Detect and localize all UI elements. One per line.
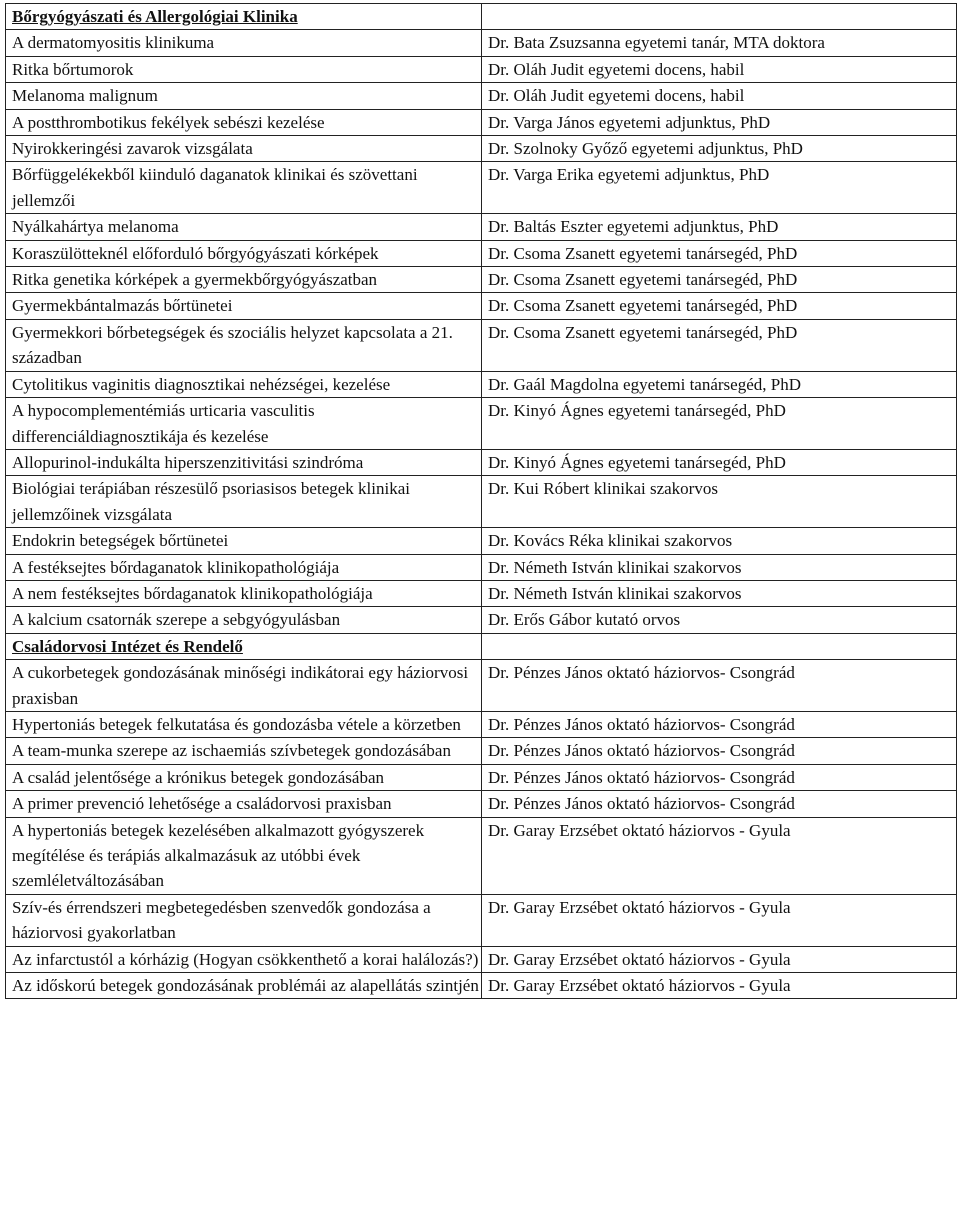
topic-cell: Cytolitikus vaginitis diagnosztikai nehézségei, kezelése: [6, 371, 482, 397]
table-row: [6, 162, 957, 214]
table-row: [6, 660, 957, 712]
topic-cell: Ritka bőrtumorok: [6, 56, 482, 82]
supervisor-cell: Dr. Németh István klinikai szakorvos: [482, 554, 957, 580]
table-row: [6, 817, 957, 894]
supervisor-cell: Dr. Garay Erzsébet oktató háziorvos - Gyula: [482, 894, 957, 946]
topic-cell: Gyermekkori bőrbetegségek és szociális helyzet kapcsolata a 21. században: [6, 319, 482, 371]
supervisor-cell: Dr. Bata Zsuzsanna egyetemi tanár, MTA doktora: [482, 30, 957, 56]
table-row: [6, 371, 957, 397]
table-row: [6, 30, 957, 56]
topic-cell: A postthrombotikus fekélyek sebészi kezelése: [6, 109, 482, 135]
supervisor-cell: Dr. Gaál Magdolna egyetemi tanársegéd, PhD: [482, 371, 957, 397]
topic-cell: A kalcium csatornák szerepe a sebgyógyulásban: [6, 607, 482, 633]
table-row: [6, 476, 957, 528]
table-row: [6, 554, 957, 580]
section-header-row: [6, 633, 957, 659]
topic-cell: Hypertoniás betegek felkutatása és gondozásba vétele a körzetben: [6, 711, 482, 737]
topic-cell: A hypocomplementémiás urticaria vasculitis differenciáldiagnosztikája és kezelése: [6, 398, 482, 450]
topic-cell: Allopurinol-indukálta hiperszenzitivitási szindróma: [6, 449, 482, 475]
supervisor-cell: Dr. Kovács Réka klinikai szakorvos: [482, 528, 957, 554]
supervisor-cell: Dr. Csoma Zsanett egyetemi tanársegéd, PhD: [482, 240, 957, 266]
supervisor-cell: Dr. Pénzes János oktató háziorvos- Csongrád: [482, 660, 957, 712]
topic-cell: Gyermekbántalmazás bőrtünetei: [6, 293, 482, 319]
supervisor-cell: Dr. Kinyó Ágnes egyetemi tanársegéd, PhD: [482, 398, 957, 450]
topic-cell: Nyálkahártya melanoma: [6, 214, 482, 240]
topic-cell: Szív-és érrendszeri megbetegedésben szenvedők gondozása a háziorvosi gyakorlatban: [6, 894, 482, 946]
table-row: [6, 946, 957, 972]
supervisor-cell: Dr. Csoma Zsanett egyetemi tanársegéd, PhD: [482, 293, 957, 319]
supervisor-cell: Dr. Erős Gábor kutató orvos: [482, 607, 957, 633]
section-title: Bőrgyógyászati és Allergológiai Klinika: [6, 4, 482, 30]
topic-cell: Biológiai terápiában részesülő psoriasisos betegek klinikai jellemzőinek vizsgálata: [6, 476, 482, 528]
topic-cell: A dermatomyositis klinikuma: [6, 30, 482, 56]
table-row: [6, 56, 957, 82]
table-row: [6, 764, 957, 790]
topic-cell: Bőrfüggelékekből kiinduló daganatok klinikai és szövettani jellemzői: [6, 162, 482, 214]
supervisor-cell: Dr. Németh István klinikai szakorvos: [482, 580, 957, 606]
topic-cell: Melanoma malignum: [6, 83, 482, 109]
table-row: [6, 528, 957, 554]
supervisor-cell: Dr. Garay Erzsébet oktató háziorvos - Gyula: [482, 973, 957, 999]
table-row: [6, 894, 957, 946]
table-row: [6, 267, 957, 293]
supervisor-cell: Dr. Pénzes János oktató háziorvos- Csongrád: [482, 738, 957, 764]
topic-cell: Koraszülötteknél előforduló bőrgyógyászati kórképek: [6, 240, 482, 266]
supervisor-cell: Dr. Szolnoky Győző egyetemi adjunktus, PhD: [482, 136, 957, 162]
supervisor-cell: Dr. Pénzes János oktató háziorvos- Csongrád: [482, 764, 957, 790]
supervisor-cell: Dr. Garay Erzsébet oktató háziorvos - Gyula: [482, 817, 957, 894]
topic-cell: A team-munka szerepe az ischaemiás szívbetegek gondozásában: [6, 738, 482, 764]
topic-cell: A cukorbetegek gondozásának minőségi indikátorai egy háziorvosi praxisban: [6, 660, 482, 712]
supervisor-cell: Dr. Varga János egyetemi adjunktus, PhD: [482, 109, 957, 135]
topics-table: [5, 3, 957, 999]
supervisor-cell: Dr. Csoma Zsanett egyetemi tanársegéd, PhD: [482, 319, 957, 371]
supervisor-cell: Dr. Varga Erika egyetemi adjunktus, PhD: [482, 162, 957, 214]
section-title-empty-cell: [482, 4, 957, 30]
section-title: Családorvosi Intézet és Rendelő: [6, 633, 482, 659]
topic-cell: Az infarctustól a kórházig (Hogyan csökkenthető a korai halálozás?): [6, 946, 482, 972]
table-row: [6, 711, 957, 737]
table-row: [6, 449, 957, 475]
topic-cell: A hypertoniás betegek kezelésében alkalmazott gyógyszerek megítélése és terápiás alkalmazásuk az utóbbi évek szemléletváltozásában: [6, 817, 482, 894]
table-row: [6, 791, 957, 817]
topic-cell: A festéksejtes bőrdaganatok klinikopathológiája: [6, 554, 482, 580]
supervisor-cell: Dr. Garay Erzsébet oktató háziorvos - Gyula: [482, 946, 957, 972]
table-row: [6, 973, 957, 999]
table-row: [6, 136, 957, 162]
topic-cell: A nem festéksejtes bőrdaganatok klinikopathológiája: [6, 580, 482, 606]
section-title-empty-cell: [482, 633, 957, 659]
topic-cell: Ritka genetika kórképek a gyermekbőrgyógyászatban: [6, 267, 482, 293]
supervisor-cell: Dr. Pénzes János oktató háziorvos- Csongrád: [482, 791, 957, 817]
table-row: [6, 607, 957, 633]
supervisor-cell: Dr. Kinyó Ágnes egyetemi tanársegéd, PhD: [482, 449, 957, 475]
supervisor-cell: Dr. Kui Róbert klinikai szakorvos: [482, 476, 957, 528]
section-header-row: [6, 4, 957, 30]
supervisor-cell: Dr. Oláh Judit egyetemi docens, habil: [482, 56, 957, 82]
table-row: [6, 738, 957, 764]
table-row: [6, 293, 957, 319]
supervisor-cell: Dr. Csoma Zsanett egyetemi tanársegéd, PhD: [482, 267, 957, 293]
table-row: [6, 240, 957, 266]
supervisor-cell: Dr. Oláh Judit egyetemi docens, habil: [482, 83, 957, 109]
table-row: [6, 319, 957, 371]
supervisor-cell: Dr. Pénzes János oktató háziorvos- Csongrád: [482, 711, 957, 737]
topics-table-body: [6, 4, 957, 999]
table-row: [6, 580, 957, 606]
topic-cell: A család jelentősége a krónikus betegek gondozásában: [6, 764, 482, 790]
topic-cell: A primer prevenció lehetősége a családorvosi praxisban: [6, 791, 482, 817]
table-row: [6, 109, 957, 135]
topic-cell: Nyirokkeringési zavarok vizsgálata: [6, 136, 482, 162]
topic-cell: Az időskorú betegek gondozásának problémái az alapellátás szintjén: [6, 973, 482, 999]
table-row: [6, 398, 957, 450]
table-row: [6, 83, 957, 109]
table-row: [6, 214, 957, 240]
supervisor-cell: Dr. Baltás Eszter egyetemi adjunktus, PhD: [482, 214, 957, 240]
topic-cell: Endokrin betegségek bőrtünetei: [6, 528, 482, 554]
